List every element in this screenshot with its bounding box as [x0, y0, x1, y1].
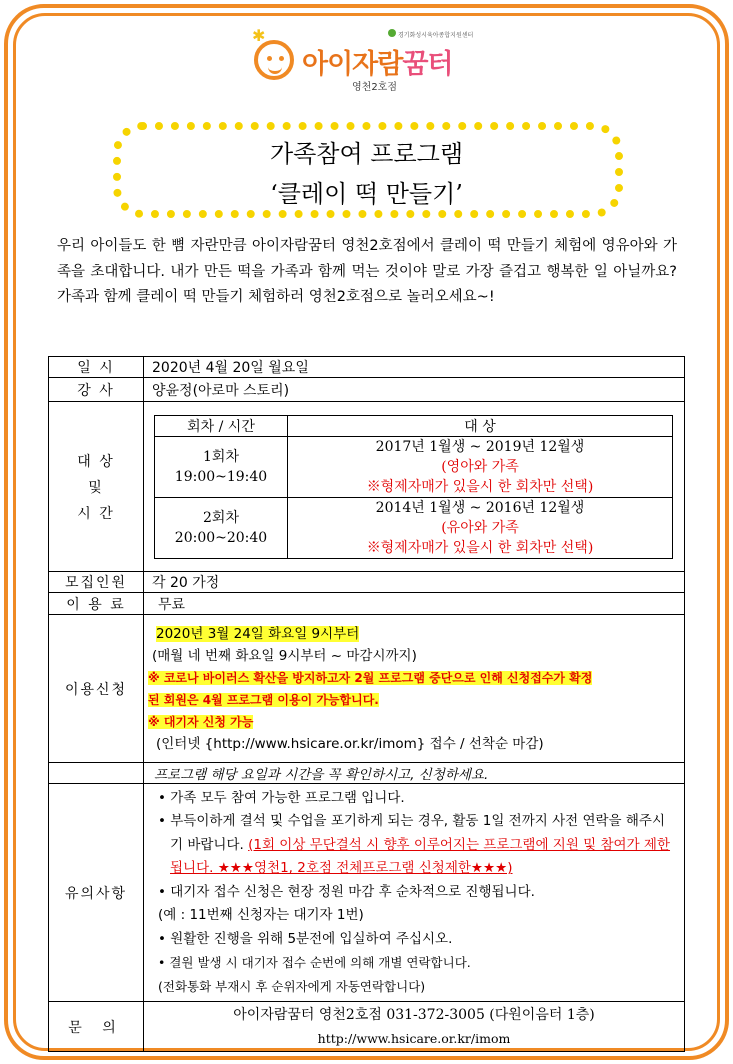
covid-notice-1: ※ 코로나 바이러스 확산을 방지하고자 2월 프로그램 중단으로 인해 신청접수가 확정 [148, 670, 593, 685]
smiley-face-icon [254, 40, 294, 80]
contact-info: 아이자람꿈터 영천2호점 031-372-3005 (다원이음터 1층) [233, 1006, 595, 1023]
apply-online: (인터넷 {http://www.hsicare.or.kr/imom} 접수 / 선착순 마감) [156, 735, 544, 752]
instructor-value: 양윤정(아로마 스토리) [144, 378, 685, 402]
notes-cell [144, 784, 685, 1002]
note-1: • 가족 모두 참여 가능한 프로그램 입니다. [158, 789, 405, 806]
covid-notice-2: 된 회원은 4월 프로그램 이용이 가능합니다. [148, 692, 379, 707]
info-table [48, 356, 685, 1052]
date-value: 2020년 4월 20일 월요일 [144, 357, 685, 378]
page-subtitle: ‘클레이 떡 만들기’ [270, 180, 463, 208]
recruit-value: 각 20 가정 [144, 572, 685, 593]
apply-cell [144, 615, 685, 763]
apply-start: 2020년 3월 24일 화요일 9시부터 [156, 625, 360, 642]
contact-url[interactable]: http://www.hsicare.or.kr/imom [317, 1030, 511, 1046]
logo-branch: 영천2호점 [352, 82, 398, 93]
apply-check: 프로그램 해당 요일과 시간을 꼭 확인하시고, 신청하세요. [144, 763, 685, 784]
fee-value: 무료 [144, 593, 685, 615]
intro-paragraph: 우리 아이들도 한 뼘 자란만큼 아이자람꿈터 영천2호점에서 클레이 떡 만들기 체험에 영유아와 가족을 초대합니다. 내가 만든 떡을 가족과 함께 먹는 것이야 말로 가장 즐겁고 행복한 일 아닐까요? 가족과 함께 클레이 떡 만들기 체험하러 영천2호점으로 놀러오세요~! [57, 238, 677, 305]
note-3-example: (예 : 11번째 신청자는 대기자 1번) [158, 907, 364, 924]
session-table [154, 415, 673, 559]
note-5: • 결원 발생 시 대기자 접수 순번에 의해 개별 연락합니다. [158, 955, 471, 971]
contact-cell [144, 1002, 685, 1052]
sprout-icon: ✱ [252, 26, 266, 45]
apply-monthly: (매월 네 번째 화요일 9시부터 ~ 마감시까지) [152, 647, 417, 664]
session-1-target: 2017년 1월생 ~ 2019년 12월생 (영아와 가족 ※형제자매가 있을시 한 회차만 선택) [288, 436, 673, 497]
session-cell [144, 402, 685, 572]
fee-label: 이 용 료 [49, 593, 144, 615]
note-4: • 원활한 진행을 위해 5분전에 입실하여 주십시오. [158, 930, 453, 947]
instructor-label: 강 사 [49, 378, 144, 402]
waitlist-notice: ※ 대기자 신청 가능 [148, 714, 254, 729]
apply-label: 이용신청 [49, 615, 144, 763]
session-header-target: 대 상 [288, 415, 673, 436]
page-title: 가족참여 프로그램 [269, 140, 464, 168]
note-3: • 대기자 접수 신청은 현장 정원 마감 후 순차적으로 진행됩니다. [158, 883, 535, 900]
session-2-target: 2014년 1월생 ~ 2016년 12월생 (유아와 가족 ※형제자매가 있을시 한 회차만 선택) [288, 497, 673, 558]
target-label: 대 상 및 시 간 [49, 402, 144, 572]
contact-label: 문 의 [49, 1002, 144, 1052]
session-1-time: 1회차 19:00~19:40 [155, 436, 288, 497]
check-label-blank [49, 763, 144, 784]
notes-label: 유의사항 [49, 784, 144, 1002]
date-label: 일 시 [49, 357, 144, 378]
recruit-label: 모집인원 [49, 572, 144, 593]
note-5-detail: (전화통화 부재시 후 순위자에게 자동연락합니다) [158, 978, 426, 994]
session-header-time: 회차 / 시간 [155, 415, 288, 436]
org-logo-icon [388, 29, 396, 37]
org-name: 경기화성시육아종합지원센터 [398, 32, 474, 39]
logo-name: 아이자람꿈터 [302, 49, 453, 80]
session-2-time: 2회차 20:00~20:40 [155, 497, 288, 558]
note-2: • 부득이하게 결석 및 수업을 포기하게 되는 경우, 활동 1일 전까지 사전 연락을 해주시기 바랍니다. (1회 이상 무단결석 시 향후 이루어지는 프로그램에 지원 및 참여가 제한됩니다. ★★★영천1, 2호점 전체프로그램 신청제한★★★) [158, 813, 671, 877]
logo [248, 24, 498, 94]
